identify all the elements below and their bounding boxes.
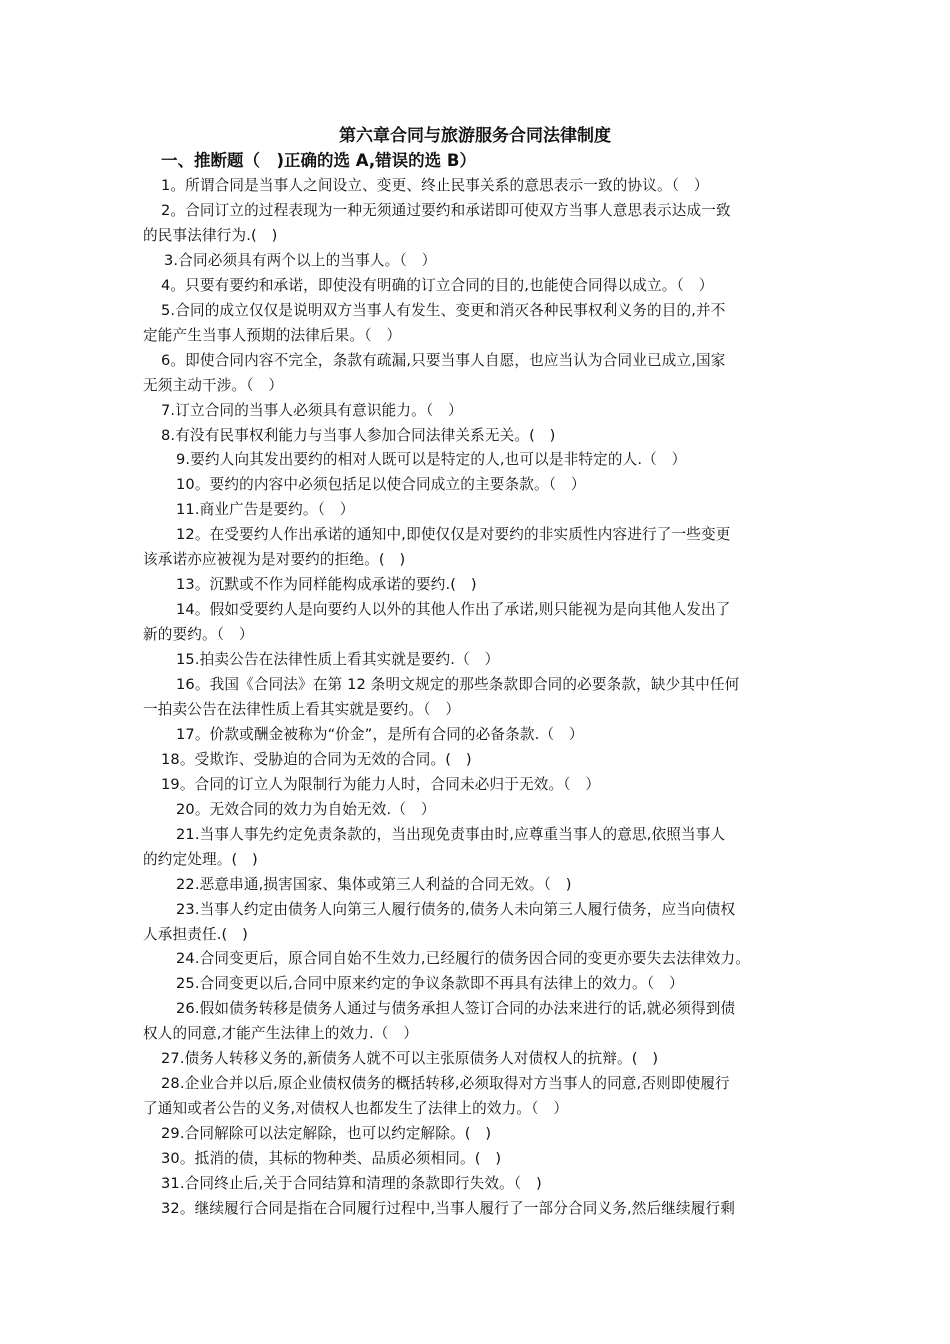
text-line: 该承诺亦应被视为是对要约的拒绝。( ) [143, 551, 406, 569]
text-line: 14。假如受要约人是向要约人以外的其他人作出了承诺,则只能视为是向其他人发出了 [176, 601, 731, 619]
text-line: 10。要约的内容中必须包括足以使合同成立的主要条款。（ ） [176, 476, 586, 494]
text-line: 人承担责任.( ) [143, 925, 248, 943]
text-line: 19。合同的订立人为限制行为能力人时，合同未必归于无效。（ ） [161, 775, 601, 793]
text-line: 24.合同变更后，原合同自始不生效力,已经履行的债务因合同的变更亦要失去法律效力。 [176, 950, 750, 968]
text-line: 5.合同的成立仅仅是说明双方当事人有发生、变更和消灭各种民事权利义务的目的,并不 [161, 301, 726, 319]
document-title: 第六章合同与旅游服务合同法律制度 [339, 126, 611, 146]
text-line: 32。继续履行合同是指在合同履行过程中,当事人履行了一部分合同义务,然后继续履行剩 [161, 1199, 735, 1217]
text-line: 27.债务人转移义务的,新债务人就不可以主张原债务人对债权人的抗辩。( ) [161, 1050, 659, 1068]
text-line: 29.合同解除可以法定解除，也可以约定解除。( ) [161, 1125, 492, 1143]
text-line: 18。受欺诈、受胁迫的合同为无效的合同。( ) [161, 750, 472, 768]
text-line: 1。所谓合同是当事人之间设立、变更、终止民事关系的意思表示一致的协议。（ ） [161, 177, 709, 194]
text-line: 17。价款或酬金被称为“价金”，是所有合同的必备条款.（ ） [176, 725, 584, 743]
text-line: 26.假如债务转移是债务人通过与债务承担人签订合同的办法来进行的话,就必须得到债 [176, 1000, 736, 1018]
text-line: 无须主动干涉。（ ） [143, 376, 284, 394]
text-line: 了通知或者公告的义务,对债权人也都发生了法律上的效力。（ ） [143, 1100, 569, 1118]
text-line: 的民事法律行为.( ) [143, 226, 278, 244]
text-line: 11.商业广告是要约。（ ） [176, 501, 355, 519]
text-line: 28.企业合并以后,原企业债权债务的概括转移,必须取得对方当事人的同意,否则即使履行 [161, 1075, 730, 1093]
text-line: 的约定处理。( ) [143, 850, 258, 868]
text-line: 12。在受要约人作出承诺的通知中,即使仅仅是对要约的非实质性内容进行了一些变更 [176, 526, 731, 544]
text-line: 9.要约人向其发出要约的相对人既可以是特定的人,也可以是非特定的人.（ ） [176, 451, 687, 469]
text-line: 21.当事人事先约定免责条款的，当出现免责事由时,应尊重当事人的意思,依照当事人 [176, 825, 726, 843]
text-line: 4。只要有要约和承诺，即使没有明确的订立合同的目的,也能使合同得以成立。（ ） [161, 276, 714, 294]
text-line: 2。合同订立的过程表现为一种无须通过要约和承诺即可使双方当事人意思表示达成一致 [161, 201, 731, 219]
text-line: 23.当事人约定由债务人向第三人履行债务的,债务人未向第三人履行债务，应当向债权 [176, 900, 736, 918]
text-line: 20。无效合同的效力为自始无效.（ ） [176, 800, 436, 818]
text-line: 22.恶意串通,损害国家、集体或第三人利益的合同无效。（ ) [176, 875, 572, 893]
text-line: 一拍卖公告在法律性质上看其实就是要约。（ ） [143, 700, 461, 718]
text-line: 3.合同必须具有两个以上的当事人。（ ） [164, 251, 437, 269]
text-line: 13。沉默或不作为同样能构成承诺的要约.( ) [176, 576, 477, 594]
text-line: 15.拍卖公告在法律性质上看其实就是要约.（ ） [176, 651, 500, 669]
text-line: 8.有没有民事权利能力与当事人参加合同法律关系无关。( ) [161, 426, 556, 444]
text-line: 定能产生当事人预期的法律后果。（ ） [143, 326, 402, 344]
text-line: 16。我国《合同法》在第 12 条明文规定的那些条款即合同的必要条款，缺少其中任何 [176, 676, 740, 693]
text-line: 31.合同终止后,关于合同结算和清理的条款即行失效。（ ) [161, 1175, 542, 1192]
text-line: 25.合同变更以后,合同中原来约定的争议条款即不再具有法律上的效力。（ ） [176, 975, 684, 993]
text-line: 6。即使合同内容不完全，条款有疏漏,只要当事人自愿，也应当认为合同业已成立,国家 [161, 351, 726, 369]
text-line: 30。抵消的债，其标的物种类、品质必须相同。( ) [161, 1150, 502, 1168]
text-line: 权人的同意,才能产生法律上的效力.（ ） [143, 1025, 418, 1043]
text-line: 7.订立合同的当事人必须具有意识能力。（ ） [161, 401, 463, 419]
text-line: 新的要约。（ ） [143, 626, 254, 644]
section-heading: 一、推断题（ )正确的选 A,错误的选 B） [161, 151, 476, 170]
